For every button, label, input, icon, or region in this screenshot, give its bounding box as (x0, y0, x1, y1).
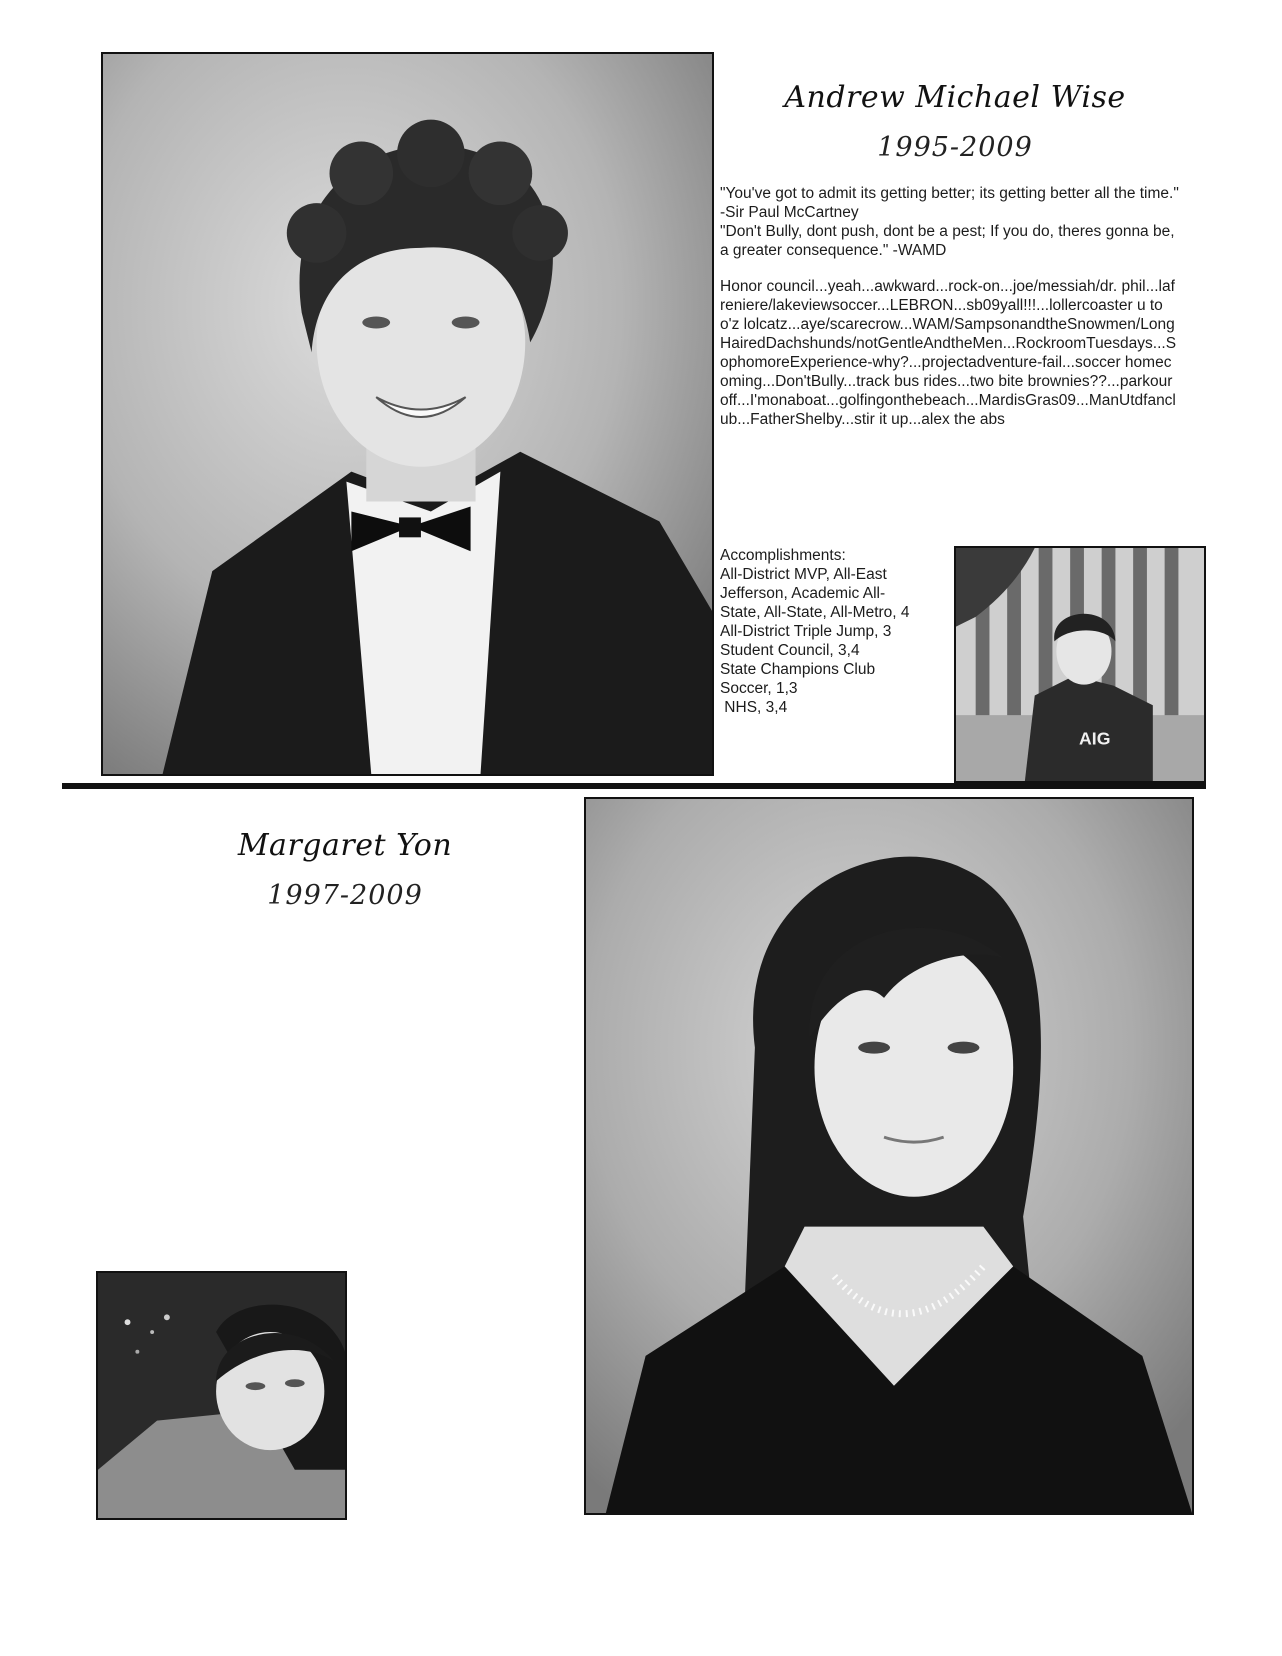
section-divider (62, 783, 1206, 789)
andrew-quotes (720, 184, 1182, 260)
accomplishment-item: State Champions Club Soccer, 1,3 (720, 661, 876, 697)
andrew-portrait-photo (101, 52, 714, 776)
accomplishment-item: All-District Triple Jump, 3 (720, 623, 892, 640)
jersey-text: AIG (1079, 728, 1111, 749)
quote-2: "Don't Bully, dont push, dont be a pest; If you do, theres gonna be, a greater consequence." -WAMD (720, 223, 1175, 259)
andrew-accomplishments (720, 546, 925, 717)
margaret-years: 1997-2009 (267, 880, 423, 911)
accomplishment-item: NHS, 3,4 (720, 699, 788, 716)
andrew-memories: Honor council...yeah...awkward...rock-on...joe/messiah/dr. phil...lafreniere/lakeviewsoccer...LEBRON...sb09yall!!!...lollercoaster u too'z lolcatz...aye/scarecrow...WAM/SampsonandtheSnowmen/LongHairedDachshunds/notGentleAndtheMen...RockroomTuesdays...SophomoreExperience-why?...projectadventure-fail...soccer homecoming...Don'tBully...track bus rides...two bite brownies??...parkouroff...I'monaboat...golfingonthebeach...MardisGras09...ManUtdfanclub...FatherShelby...stir it up...alex the abs (720, 278, 1177, 428)
andrew-years: 1995-2009 (877, 132, 1033, 163)
margaret-name-heading: Margaret Yon (237, 828, 453, 863)
quote-1: "You've got to admit its getting better; its getting better all the time." -Sir Paul McCartney (720, 185, 1179, 221)
andrew-name-heading: Andrew Michael Wise (784, 80, 1126, 115)
margaret-candid-photo (96, 1271, 347, 1520)
margaret-portrait-photo (584, 797, 1194, 1515)
accomplishment-item: All-District MVP, All-East Jefferson, Academic All-State, All-State, All-Metro, 4 (720, 566, 910, 621)
andrew-candid-photo (954, 546, 1206, 783)
accomplishment-item: Student Council, 3,4 (720, 642, 860, 659)
accomplishments-heading: Accomplishments: (720, 547, 846, 564)
